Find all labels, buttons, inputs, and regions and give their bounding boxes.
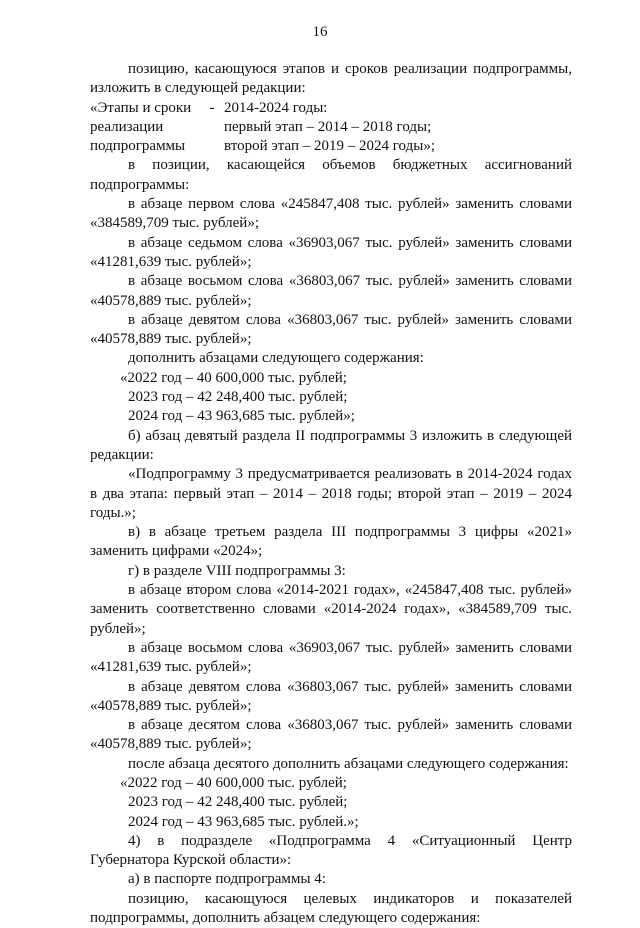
paragraph: б) абзац девятый раздела II подпрограммы 3 изложить в следующей редакции: [90, 427, 572, 463]
passport-position-table [90, 99, 572, 157]
paragraph: в абзаце первом слова «245847,408 тыс. рублей» заменить словами «384589,709 тыс. рублей»; [90, 196, 572, 232]
paragraph: в) в абзаце третьем раздела III подпрограммы 3 цифры «2021» заменить цифрами «2024»; [90, 524, 572, 560]
year-line: 2023 год – 42 248,400 тыс. рублей; [128, 794, 348, 811]
year-line: «2022 год – 40 600,000 тыс. рублей; [120, 774, 347, 791]
passport-label-line: реализации [90, 118, 164, 135]
paragraph: в абзаце девятом слова «36803,067 тыс. рублей» заменить словами «40578,889 тыс. рублей»; [90, 678, 572, 714]
paragraph: в абзаце десятом слова «36803,067 тыс. рублей» заменить словами «40578,889 тыс. рублей»; [90, 717, 572, 753]
paragraph: 4) в подразделе «Подпрограмма 4 «Ситуационный Центр Губернатора Курской области»: [90, 832, 572, 869]
paragraph: позицию, касающуюся этапов и сроков реализации подпрограммы, изложить в следующей редакции: [90, 61, 572, 97]
paragraph: в абзаце девятом слова «36803,067 тыс. рублей» заменить словами «40578,889 тыс. рублей»; [90, 311, 572, 348]
passport-dash: - [209, 99, 215, 116]
paragraph: в абзаце седьмом слова «36903,067 тыс. рублей» заменить словами «41281,639 тыс. рублей»; [90, 234, 572, 270]
year-line: 2024 год – 43 963,685 тыс. рублей»; [128, 408, 355, 425]
document-body [90, 60, 572, 928]
paragraph: в позиции, касающейся объемов бюджетных ассигнований подпрограммы: [90, 157, 572, 193]
paragraph: в абзаце восьмом слова «36903,067 тыс. рублей» заменить словами «41281,639 тыс. рублей»; [90, 639, 572, 676]
year-line: 2024 год – 43 963,685 тыс. рублей.»; [128, 813, 359, 830]
passport-value-line: второй этап – 2019 – 2024 годы»; [224, 138, 435, 155]
passport-value-line: первый этап – 2014 – 2018 годы; [224, 118, 432, 135]
paragraph: в абзаце восьмом слова «36803,067 тыс. рублей» заменить словами «40578,889 тыс. рублей»; [90, 273, 572, 309]
paragraph: а) в паспорте подпрограммы 4: [128, 871, 326, 888]
paragraph: после абзаца десятого дополнить абзацами следующего содержания: [128, 755, 569, 772]
passport-label-line: «Этапы и сроки [90, 99, 192, 116]
paragraph: позицию, касающуюся целевых индикаторов и показателей подпрограммы, дополнить абзацем следующего содержания: [90, 890, 572, 927]
paragraph: «Подпрограмму 3 предусматривается реализовать в 2014-2024 годах в два этапа: первый этап – 2014 – 2018 годы; второй этап – 2019 – 2024 годы.»; [90, 466, 572, 521]
paragraph: г) в разделе VIII подпрограммы 3: [128, 562, 346, 579]
paragraph: дополнить абзацами следующего содержания: [128, 350, 424, 367]
page-number: 16 [312, 24, 328, 40]
passport-value-line: 2014-2024 годы: [224, 99, 328, 116]
year-line: 2023 год – 42 248,400 тыс. рублей; [128, 389, 348, 406]
year-line: «2022 год – 40 600,000 тыс. рублей; [120, 369, 347, 386]
paragraph: в абзаце втором слова «2014-2021 годах», «245847,408 тыс. рублей» заменить соответственно словами «2014-2024 годах», «384589,709 тыс. рублей»; [90, 582, 572, 637]
passport-label-line: подпрограммы [90, 138, 186, 155]
